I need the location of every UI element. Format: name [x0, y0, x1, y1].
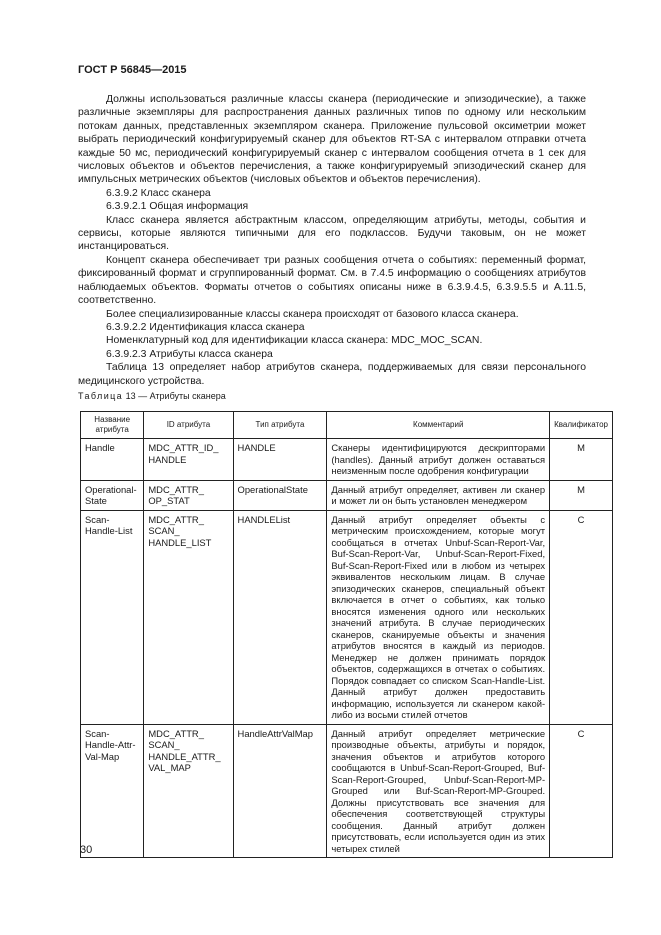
table-caption: [78, 391, 226, 401]
cell-id: MDC_ATTR_ SCAN_ HANDLE_ATTR_ VAL_MAP: [144, 724, 233, 858]
header-type: Тип атрибута: [233, 412, 327, 439]
paragraph: Таблица 13 определяет набор атрибутов сканера, поддерживаемых для связи персонального медицинского устройства.: [78, 362, 586, 387]
section-heading: 6.3.9.2.1 Общая информация: [106, 201, 249, 213]
table-header-row: [81, 412, 613, 439]
header-comment: Комментарий: [327, 412, 550, 439]
section-heading: 6.3.9.2.2 Идентификация класса сканера: [106, 321, 305, 333]
table-row: [81, 480, 613, 510]
cell-qualifier: C: [550, 510, 613, 724]
cell-name: Handle: [81, 439, 144, 481]
table-row: [81, 724, 613, 858]
cell-comment: Данный атрибут определяет метрические производные объекты, атрибуты и порядок, значения объектов и атрибутов которого сообщаются в Unbuf-Scan-Report-Grouped, Buf-Scan-Report-Grouped, Unbuf-Scan-Report-MP-Grouped или Buf-Scan-Report-MP-Grouped. Должны присутствовать все значения для обеспечения соответствующей структуры сообщения. Данный атрибут должен присутствовать, если используется один из этих четырех стилей: [327, 724, 550, 858]
header-id: ID атрибута: [144, 412, 233, 439]
cell-id: MDC_ATTR_ OP_STAT: [144, 480, 233, 510]
header-name: Название атрибута: [81, 412, 144, 439]
cell-comment: Данный атрибут определяет объекты с метрическим происхождением, которые могут сообщаться в отчетах Unbuf-Scan-Report-Var, Buf-Scan-Report-Var, Unbuf-Scan-Report-Fixed, Buf-Scan-Report-Fixed или в любом из четырех эквивалентов нескольким лицам. В случае эпизодических сканеров, специальный объект включается в отчет о событиях, как только вносятся изменения одного или нескольких значений атрибута. В случае периодических сканеров, сканируемые объекты и значения атрибутов вносятся в каждый из периодов. Менеджер не должен принимать порядок объектов, содержащихся в отчетах о событиях. Порядок совпадает со списком Scan-Handle-List. Данный атрибут должен предоставить информацию, используется ли сканером какой-либо из восьми стилей отчетов: [327, 510, 550, 724]
document-header: ГОСТ Р 56845—2015: [78, 64, 187, 76]
paragraph: Более специализированные классы сканера происходят от базового класса сканера.: [106, 308, 519, 320]
cell-qualifier: M: [550, 480, 613, 510]
section-heading: 6.3.9.2 Класс сканера: [106, 187, 211, 199]
cell-comment: Данный атрибут определяет, активен ли сканер и может ли он быть установлен менеджером: [327, 480, 550, 510]
header-qualifier: Квалификатор: [550, 412, 613, 439]
cell-name: Operational-State: [81, 480, 144, 510]
table-row: [81, 439, 613, 481]
section-heading: 6.3.9.2.3 Атрибуты класса сканера: [106, 348, 273, 360]
cell-id: MDC_ATTR_ID_ HANDLE: [144, 439, 233, 481]
table-caption-title: 13 — Атрибуты сканера: [123, 391, 226, 401]
cell-type: OperationalState: [233, 480, 327, 510]
attributes-table: [80, 411, 613, 858]
paragraph: Должны использоваться различные классы сканера (периодические и эпизодические), а также различные экземпляры для распространения данных различных типов по одному или нескольким потокам данных, представленных экземпляром сканера. Приложение пульсовой оксиметрии может выбрать периодический конфигурируемый сканер для объектов RT-SA с интервалом отправки отчета каждые 50 мс, периодический конфигурируемый сканер с интервалом сообщения отчета в 1 сек для числовых объектов и объектов перечисления, а также конфигурируемый эпизодический сканер для импульсных метрических объектов (числовых объектов и объектов перечисления).: [78, 94, 586, 186]
paragraph: Номенклатурный код для идентификации класса сканера: MDC_MOC_SCAN.: [106, 335, 483, 347]
cell-type: HANDLEList: [233, 510, 327, 724]
cell-type: HANDLE: [233, 439, 327, 481]
cell-type: HandleAttrValMap: [233, 724, 327, 858]
paragraph: Концепт сканера обеспечивает три разных сообщения отчета о событиях: переменный формат, фиксированный формат и сгруппированный формат. См. в 7.4.5 информацию о сообщениях атрибутов наблюдаемых объектов. Форматы отчетов о событиях описаны ниже в 6.3.9.4.5, 6.3.9.5.5 и А.11.5, соответственно.: [78, 254, 586, 307]
body-text: [78, 93, 586, 388]
cell-name: Scan-Handle-Attr-Val-Map: [81, 724, 144, 858]
cell-name: Scan-Handle-List: [81, 510, 144, 724]
paragraph: Класс сканера является абстрактным классом, определяющим атрибуты, методы, события и сервисы, которые являются типичными для его подклассов. Будучи таковым, он не может инстанцироваться.: [78, 214, 586, 253]
cell-qualifier: C: [550, 724, 613, 858]
cell-id: MDC_ATTR_ SCAN_ HANDLE_LIST: [144, 510, 233, 724]
page-number: 30: [80, 844, 93, 856]
cell-qualifier: M: [550, 439, 613, 481]
cell-comment: Сканеры идентифицируются дескрипторами (handles). Данный атрибут должен оставаться неизменным после одобрения конфигурации: [327, 439, 550, 481]
table-caption-label: Таблица: [78, 391, 124, 401]
table-row: [81, 510, 613, 724]
